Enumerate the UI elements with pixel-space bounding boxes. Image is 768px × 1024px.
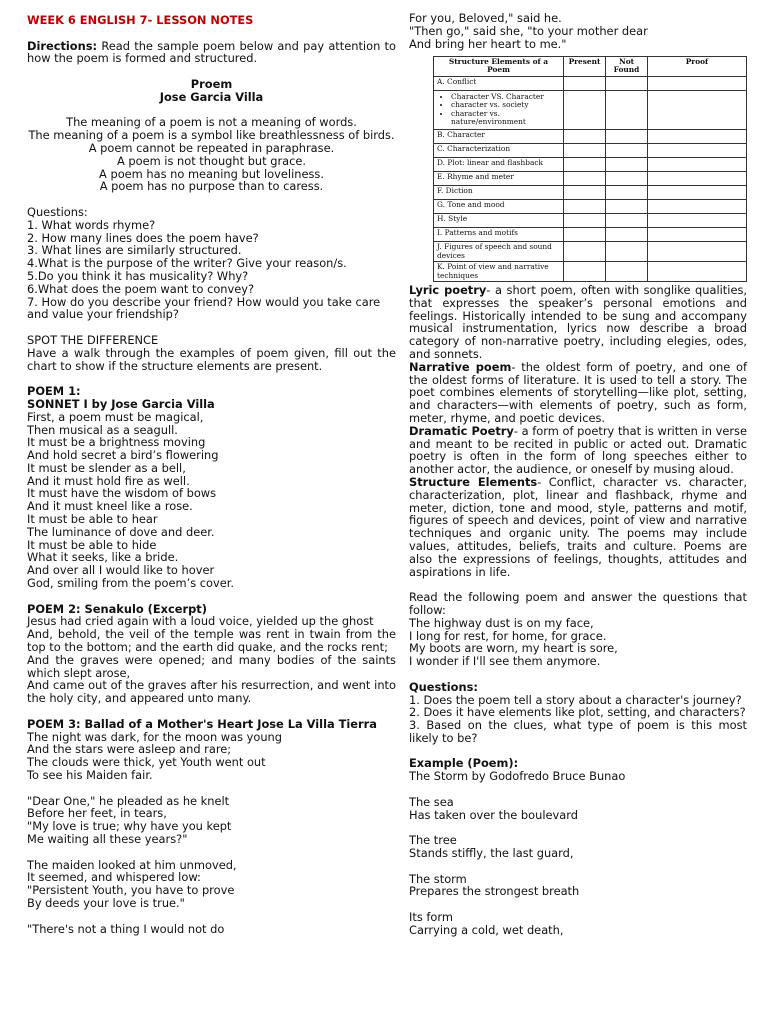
question-item: 2. How many lines does the poem have? <box>27 230 259 245</box>
proem-title: Proem <box>190 76 233 91</box>
present-cell[interactable] <box>564 90 606 130</box>
poem-line: Prepares the strongest breath <box>409 884 580 899</box>
conflict-type: • character vs. nature/environment <box>451 110 560 127</box>
not-found-cell[interactable] <box>606 158 648 172</box>
poem-line: It must be a brightness moving <box>27 435 206 450</box>
present-cell[interactable] <box>564 262 606 282</box>
not-found-cell[interactable] <box>606 214 648 228</box>
proof-cell[interactable] <box>648 200 747 214</box>
proem-line: The meaning of a poem is not a meaning of words. <box>66 115 357 130</box>
present-cell[interactable] <box>564 172 606 186</box>
poem-line: "Dear One," he pleaded as he knelt <box>27 793 230 808</box>
poem-line: The tree <box>409 833 457 848</box>
proem-line: The meaning of a poem is a symbol like breathlessness of birds. <box>28 128 395 143</box>
chart-row-label: K. Point of view and narrative techniques <box>434 262 564 282</box>
poem-line: Before her feet, in tears, <box>27 806 167 821</box>
definition-structure <box>409 476 747 578</box>
chart-row <box>434 144 747 158</box>
present-cell[interactable] <box>564 158 606 172</box>
poem1-title: SONNET I by Jose Garcia Villa <box>27 396 215 411</box>
ballad-continued <box>409 0 747 50</box>
conflict-type: • character vs. society <box>451 101 560 109</box>
poem3-title: POEM 3: Ballad of a Mother's Heart Jose La Villa Tierra <box>27 716 377 731</box>
proem-body <box>27 116 396 193</box>
chart-header: Not Found <box>606 57 648 77</box>
poem2-paragraph: And the graves were opened; and many bodies of the saints which slept arose, <box>27 652 396 680</box>
present-cell[interactable] <box>564 214 606 228</box>
not-found-cell[interactable] <box>606 200 648 214</box>
chart-row-label: D. Plot: linear and flashback <box>434 158 564 172</box>
proem-line: A poem cannot be repeated in paraphrase. <box>88 140 335 155</box>
chart-header: Present <box>564 57 606 77</box>
chart-row <box>434 130 747 144</box>
spot-text: Have a walk through the examples of poem given, fill out the chart to show if the structure elements are present. <box>27 345 396 373</box>
definition-term: Lyric poetry <box>409 283 487 297</box>
proem-author: Jose Garcia Villa <box>159 89 264 104</box>
chart-row <box>434 158 747 172</box>
not-found-cell[interactable] <box>606 76 648 90</box>
poem-line: Then musical as a seagull. <box>27 422 178 437</box>
left-column <box>27 14 396 935</box>
question-item: 1. Does the poem tell a story about a character's journey? <box>409 692 742 707</box>
poem-line: And over all I would like to hover <box>27 563 215 578</box>
chart-row <box>434 172 747 186</box>
present-cell[interactable] <box>564 228 606 242</box>
definition-term: Narrative poem <box>409 359 512 374</box>
chart-row <box>434 90 747 130</box>
poem-line: "Persistent Youth, you have to prove <box>27 883 235 898</box>
present-cell[interactable] <box>564 76 606 90</box>
poem-line: And it must kneel like a rose. <box>27 499 193 514</box>
poem2-paragraph: And, behold, the veil of the temple was rent in twain from the top to the bottom; and the earth did quake, and the rocks rent; <box>27 627 396 655</box>
poem-line: The sea <box>409 794 454 809</box>
poem-line: The night was dark, for the moon was young <box>27 729 283 744</box>
page-title: WEEK 6 ENGLISH 7- LESSON NOTES <box>27 13 254 27</box>
question-item: 2. Does it have elements like plot, setting, and characters? <box>409 705 746 720</box>
proof-cell[interactable] <box>648 144 747 158</box>
structure-elements-chart <box>433 56 747 282</box>
conflict-type: • Character VS. Character <box>451 93 560 101</box>
poem-line: It must be slender as a bell, <box>27 460 186 475</box>
chart-row <box>434 228 747 242</box>
right-column <box>409 284 747 937</box>
definition-text: - a short poem, often with songlike qualities, that expresses the speaker’s personal emotions and feelings. Historically intended to be sung and accompany musical instrumentation, lyrics now describe a broad category of non-narrative poetry, including elegies, odes, and sonnets. <box>409 283 748 361</box>
question-item: 5.Do you think it has musicality? Why? <box>27 268 249 283</box>
poem-line: "My love is true; why have you kept <box>27 819 232 834</box>
chart-row <box>434 262 747 282</box>
poem-line: First, a poem must be magical, <box>27 409 204 424</box>
poem-line: For you, Beloved," said he. <box>409 11 562 25</box>
proof-cell[interactable] <box>648 262 747 282</box>
present-cell[interactable] <box>564 144 606 158</box>
directions <box>27 40 396 66</box>
present-cell[interactable] <box>564 200 606 214</box>
directions-label: Directions: <box>27 38 98 53</box>
questions-heading: Questions: <box>27 204 88 219</box>
not-found-cell[interactable] <box>606 262 648 282</box>
poem-line: The maiden looked at him unmoved, <box>27 857 237 872</box>
chart-row-label: B. Character <box>434 130 564 144</box>
poem-line: And it must hold fire as well. <box>27 473 190 488</box>
poem2-title: POEM 2: Senakulo (Excerpt) <box>27 601 207 616</box>
poem2-paragraph: And came out of the graves after his resurrection, and went into the holy city, and appeared unto many. <box>27 678 396 706</box>
proof-cell[interactable] <box>648 228 747 242</box>
poem-line: Me waiting all these years?" <box>27 832 188 846</box>
definition-narrative <box>409 361 747 425</box>
not-found-cell[interactable] <box>606 90 648 130</box>
definition-text: - Conflict, character vs. character, characterization, plot, linear and flashback, rhyme and meter, diction, tone and mood, style, patterns and motif, figures of speech and devices, point of view and narrative techniques and organic unity. The poems may include values, attitudes, beliefs, traits and culture. Poems are also the expressions of feelings, thoughts, attitudes and aspirations in life. <box>409 474 747 579</box>
poem-line: And bring her heart to me." <box>409 36 567 51</box>
question-item: 4.What is the purpose of the writer? Give your reason/s. <box>27 256 347 271</box>
poem-line: And hold secret a bird’s flowering <box>27 448 219 463</box>
poem-line: By deeds your love is true." <box>27 895 185 910</box>
not-found-cell[interactable] <box>606 186 648 200</box>
chart-row-label: I. Patterns and motifs <box>434 228 564 242</box>
poem-line: To see his Maiden fair. <box>27 768 153 783</box>
definition-term: Dramatic Poetry <box>409 423 514 438</box>
poem-line: And the stars were asleep and rare; <box>27 742 232 757</box>
chart-row-label: G. Tone and mood <box>434 200 564 214</box>
question-item: 6.What does the poem want to convey? <box>27 281 255 296</box>
chart-header: Proof <box>648 57 747 77</box>
not-found-cell[interactable] <box>606 242 648 262</box>
poem-line: It must have the wisdom of bows <box>27 486 217 501</box>
poem1-label: POEM 1: <box>27 384 81 399</box>
chart-row-label: E. Rhyme and meter <box>434 172 564 186</box>
chart-row-label: C. Characterization <box>434 144 564 158</box>
proof-cell[interactable] <box>648 214 747 228</box>
present-cell[interactable] <box>564 130 606 144</box>
chart-row <box>434 214 747 228</box>
proof-cell[interactable] <box>648 186 747 200</box>
chart-header: Structure Elements of a Poem <box>434 57 564 77</box>
poem-line: It must be able to hear <box>27 512 158 527</box>
question-item: 3. What lines are similarly structured. <box>27 243 242 258</box>
poem-line: The clouds were thick, yet Youth went out <box>27 755 266 770</box>
poem-line: Its form <box>409 910 453 925</box>
proof-cell[interactable] <box>648 90 747 130</box>
chart-row-label: F. Diction <box>434 186 564 200</box>
conflict-types <box>434 90 564 130</box>
proof-cell[interactable] <box>648 130 747 144</box>
question-item: 7. How do you describe your friend? How would you take care <box>27 294 381 309</box>
spot-heading: SPOT THE DIFFERENCE <box>27 332 159 347</box>
poem-line: God, smiling from the poem’s cover. <box>27 576 235 591</box>
question-item: 1. What words rhyme? <box>27 217 156 232</box>
read-poem-intro: Read the following poem and answer the questions that follow: <box>409 590 747 617</box>
poem-line: The storm <box>409 871 467 886</box>
example-title: The Storm by Godofredo Bruce Bunao <box>409 769 626 784</box>
proof-cell[interactable] <box>648 158 747 172</box>
poem-line: What it seeks, like a bride. <box>27 550 179 565</box>
not-found-cell[interactable] <box>606 228 648 242</box>
poem-line: "There's not a thing I would not do <box>27 921 225 936</box>
poem-line: It must be able to hide <box>27 537 157 552</box>
chart-row <box>434 76 747 90</box>
poem-line: I long for rest, for home, for grace. <box>409 628 607 643</box>
present-cell[interactable] <box>564 242 606 262</box>
proof-cell[interactable] <box>648 172 747 186</box>
proof-cell[interactable] <box>648 76 747 90</box>
poem-line: The luminance of dove and deer. <box>27 524 215 539</box>
chart-row <box>434 200 747 214</box>
example-heading: Example (Poem): <box>409 756 519 771</box>
not-found-cell[interactable] <box>606 144 648 158</box>
chart-row <box>434 186 747 200</box>
chart-header-row <box>434 57 747 77</box>
poem-line: It seemed, and whispered low: <box>27 870 201 885</box>
proof-cell[interactable] <box>648 242 747 262</box>
poem-line: The highway dust is on my face, <box>409 615 594 630</box>
question-item: and value your friendship? <box>27 307 179 322</box>
proem-line: A poem has no purpose than to caress. <box>99 179 324 194</box>
directions-text: Read the sample poem below and pay attention to how the poem is formed and structured. <box>27 38 396 66</box>
chart-row-label: J. Figures of speech and sound devices <box>434 242 564 262</box>
chart-row-label: H. Style <box>434 214 564 228</box>
definition-text: - the oldest form of poetry, and one of the oldest forms of literature. It is used to tell a story. The poet combines elements of storytelling—like plot, setting, and characters—with elements of poetry, such as form, meter, rhyme, and poetic devices. <box>409 359 747 425</box>
question-item: 3. Based on the clues, what type of poem is this most likely to be? <box>409 718 747 745</box>
chart-row <box>434 242 747 262</box>
poem-line: I wonder if I'll see them anymore. <box>409 654 601 669</box>
poem-line: Has taken over the boulevard <box>409 807 578 822</box>
poem2-paragraph: Jesus had cried again with a loud voice, yielded up the ghost <box>27 614 374 629</box>
definition-dramatic <box>409 425 747 476</box>
chart-row-label: A. Conflict <box>434 76 564 90</box>
questions-heading: Questions: <box>409 679 478 694</box>
definition-term: Structure Elements <box>409 474 538 489</box>
poem-line: Stands stiffly, the last guard, <box>409 846 574 861</box>
poem-line: "Then go," said she, "to your mother dear <box>409 23 648 38</box>
not-found-cell[interactable] <box>606 172 648 186</box>
poem-line: My boots are worn, my heart is sore, <box>409 641 618 656</box>
poem-line: Carrying a cold, wet death, <box>409 922 564 937</box>
present-cell[interactable] <box>564 186 606 200</box>
definition-text: - a form of poetry that is written in verse and meant to be recited in public or acted out. Dramatic poetry is often in the form of long speeches either to another actor, the audience, or oneself by musing aloud. <box>409 423 747 477</box>
proem-line: A poem is not thought but grace. <box>116 153 307 168</box>
definition-lyric <box>409 284 747 361</box>
not-found-cell[interactable] <box>606 130 648 144</box>
proem-line: A poem has no meaning but loveliness. <box>99 166 324 181</box>
